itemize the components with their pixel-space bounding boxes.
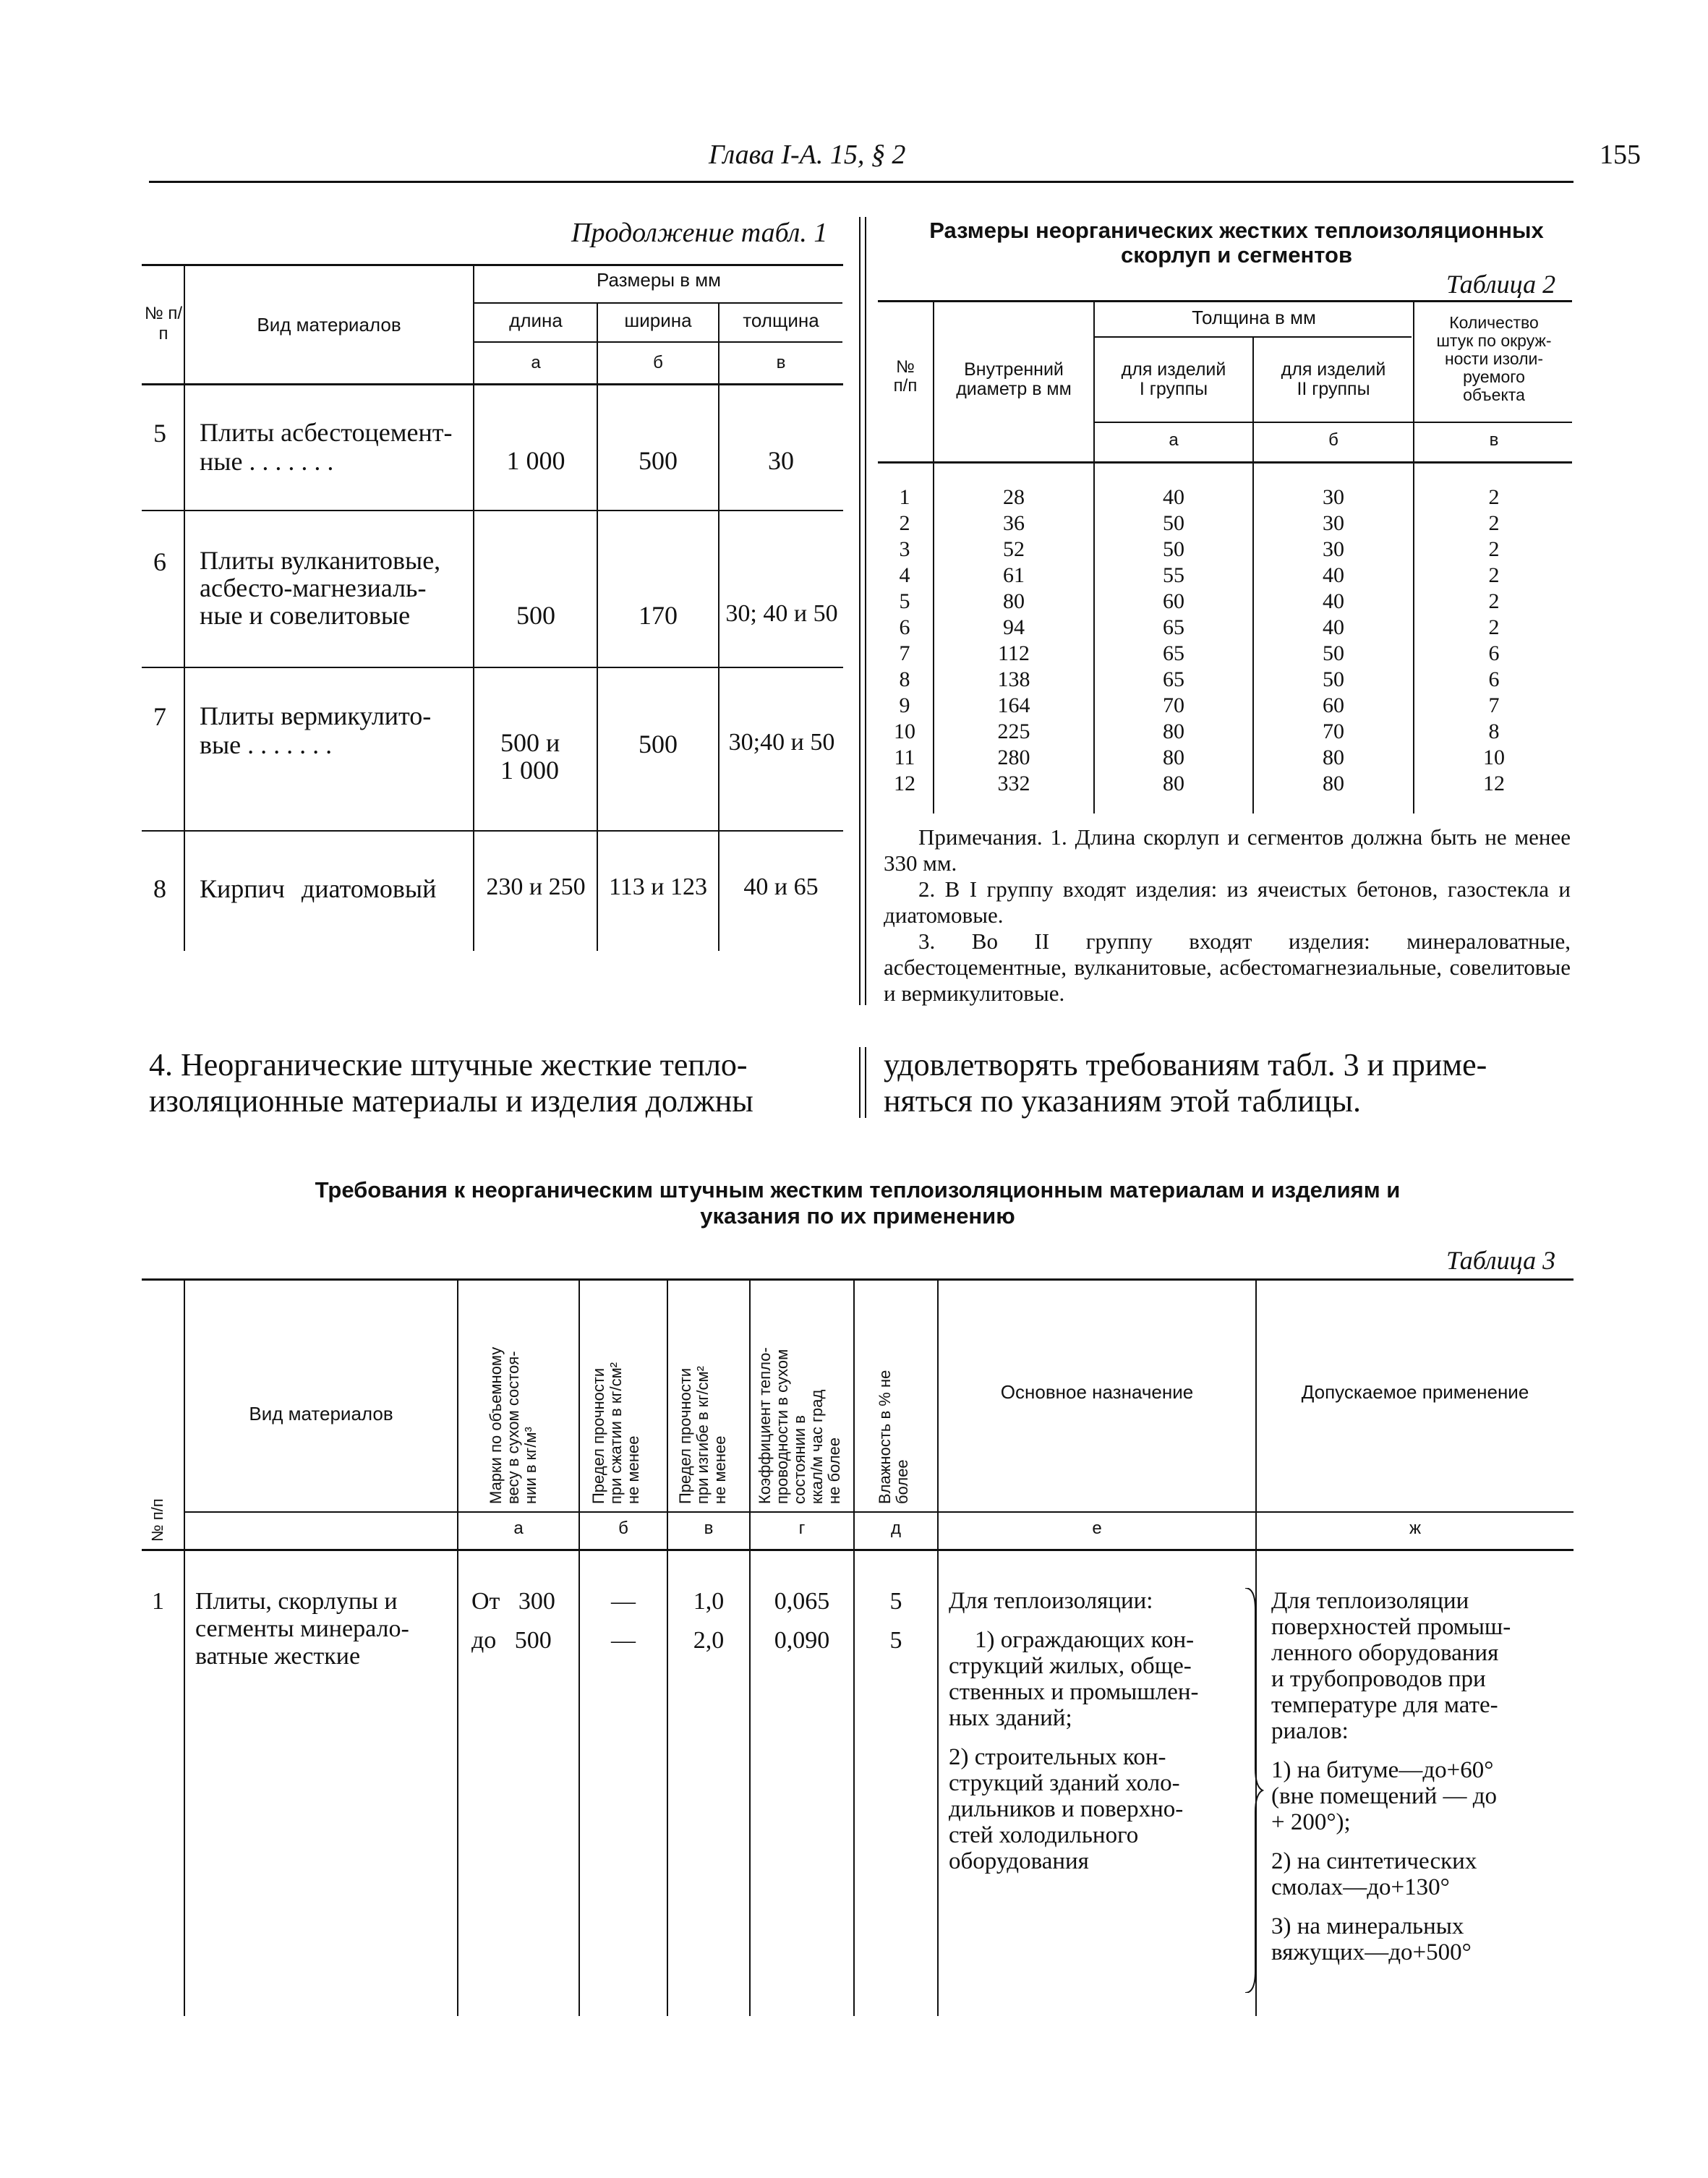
table1-letter-b: б [653,353,663,372]
table3-col-e: Основное назначение [1000,1381,1194,1403]
table1-row-8-width: 113 и 123 [609,874,707,900]
table2-diameter-9: 164 [997,693,1030,717]
table2-diameter-4: 61 [1003,563,1025,587]
table2-diameter-1: 28 [1003,485,1025,509]
table2-diameter-12: 332 [997,772,1030,795]
table2-no-11: 11 [894,746,915,769]
table1-row-5-thickness: 30 [768,446,794,475]
table1-row-7-material: Плиты вермикулито- вые . . . . . . . [200,701,432,759]
table2-label: Таблица 2 [1446,270,1556,299]
table2-group1-5: 60 [1163,589,1184,613]
table2-count-4: 2 [1488,563,1500,587]
table1-row-6-no: 6 [153,547,166,576]
table1-row-7-width: 500 [639,730,678,759]
table2-col-values-no [879,484,930,797]
table2-no-9: 9 [899,693,910,717]
table3-letter-e: е [1092,1519,1102,1538]
table3-letter-zh: ж [1409,1519,1422,1538]
column-divider [859,217,861,1005]
table2-group2-6: 40 [1323,615,1344,639]
table1-col-material: Вид материалов [257,314,401,336]
table3-col-a: Марки по объемному весу в сухом состоя- нии в кг/м³ [487,1346,539,1504]
table2-col-values-group1 [1095,484,1252,797]
table2-group2-9: 60 [1323,693,1344,717]
table2-no-3: 3 [899,537,910,561]
table3-row-no: 1 [152,1588,164,1615]
table2-no-10: 10 [894,719,915,743]
table2-note-2: 2. В I группу входят изделия: из ячеистых бетонов, газостекла и диатомовые. [884,876,1571,928]
table3-row-allowed-use [1271,1588,1572,1965]
table2-note-3: 3. Во II группу входят изделия: минераловатные, асбестоцементные, вулканитовые, асбестомагнезиальные, совелитовые и вермикулитовые. [884,928,1571,1006]
table3-col-v: Предел прочности при изгибе в кг/см² не менее [676,1366,729,1504]
table2-group2-2: 30 [1323,511,1344,535]
table2-col-diameter: Внутренний диаметр в мм [956,359,1072,399]
table2-group2-8: 50 [1323,667,1344,691]
table1-row-5-no: 5 [153,419,166,448]
table2-group1-2: 50 [1163,511,1184,535]
allowed-intro: Для теплоизоляции поверхностей промыш- ленного оборудования и трубопроводов при температуре для мате- риалов: [1271,1588,1511,1744]
table2-count-1: 2 [1488,485,1500,509]
table2-no-12: 12 [894,772,915,795]
table2-diameter-2: 36 [1003,511,1025,535]
table3-row-main-purpose [949,1588,1245,1874]
table3-letter-v: в [704,1519,714,1538]
table2-letter-b: б [1328,430,1338,450]
allowed-item-1: 1) на битуме—до+60° (вне помещений — до + 200°); [1271,1757,1498,1835]
table3-row-a1: От 300 [471,1588,555,1615]
table2-group2-12: 80 [1323,772,1344,795]
table2-count-9: 7 [1488,693,1500,717]
table2-diameter-10: 225 [997,719,1030,743]
table2-group2-4: 40 [1323,563,1344,587]
table1-row-8-thickness: 40 и 65 [743,874,819,900]
table1-row-6-material: Плиты вулканитовые, асбесто-магнезиаль- ные и совелитовые [200,546,441,630]
table2-count-2: 2 [1488,511,1500,535]
table2-count-10: 8 [1488,719,1500,743]
table3-letter-b: б [618,1519,628,1538]
table3-row-g2: 0,090 [774,1627,830,1654]
table3-col-zh: Допускаемое применение [1301,1381,1529,1403]
table2-count-11: 10 [1483,746,1505,769]
table1-col-length: длина [509,309,563,331]
table1-row-5-length: 1 000 [506,446,565,475]
table2-notes [884,824,1571,1007]
table2-diameter-5: 80 [1003,589,1025,613]
table2-count-8: 6 [1488,667,1500,691]
table3-row-a2: до 500 [471,1627,552,1654]
table2-count-6: 2 [1488,615,1500,639]
table2-diameter-8: 138 [997,667,1030,691]
table2-group1-9: 70 [1163,693,1184,717]
table2-group1-12: 80 [1163,772,1184,795]
table1-row-6-length: 500 [516,601,555,630]
table2-group2-11: 80 [1323,746,1344,769]
table3-row-b1: — [611,1588,636,1615]
table2-group1-4: 55 [1163,563,1184,587]
table2-no-7: 7 [899,641,910,665]
chapter-title: Глава I-А. 15, § 2 [709,140,906,170]
page-number: 155 [1600,140,1641,170]
table1-letter-v: в [776,353,786,372]
table3-label: Таблица 3 [1446,1246,1556,1275]
table3-letter-g: г [798,1519,806,1538]
table2-no-1: 1 [899,485,910,509]
purpose-item-2: 2) строительных кон- струкций зданий холо- дильников и поверхно- стей холодильного оборудования [949,1744,1184,1874]
table2-no-5: 5 [899,589,910,613]
table2-group1-7: 65 [1163,641,1184,665]
table2-group1-10: 80 [1163,719,1184,743]
table1-row-7-length: 500 и 1 000 [500,728,560,785]
table1-row-7-thickness: 30;40 и 50 [728,729,835,756]
table2-note-1: Примечания. 1. Длина скорлуп и сегментов должна быть не менее 330 мм. [884,824,1571,876]
table2-col-values-diameter [934,484,1093,797]
table2-no-2: 2 [899,511,910,535]
allowed-item-2: 2) на синтетических смолах—до+130° [1271,1848,1477,1900]
table3-letter-a: а [513,1519,524,1538]
table3-row-b2: — [611,1627,636,1654]
table2-diameter-6: 94 [1003,615,1025,639]
table2-group1-1: 40 [1163,485,1184,509]
table3-title: Требования к неорганическим штучным жестким теплоизоляционным материалам и изделиям и указания по их применению [315,1177,1401,1229]
table2-group1-3: 50 [1163,537,1184,561]
table2-group1-11: 80 [1163,746,1184,769]
table2-group2-5: 40 [1323,589,1344,613]
table3-row-g1: 0,065 [774,1588,830,1615]
table1-row-6-width: 170 [639,601,678,630]
table2-group2-3: 30 [1323,537,1344,561]
table3-row-d1: 5 [889,1588,902,1615]
table1-row-8-length: 230 и 250 [486,874,586,900]
table1-col-thickness: толщина [743,309,819,331]
table3-row-d2: 5 [889,1627,902,1654]
table2-col-group2: для изделий II группы [1281,359,1386,399]
table2-letter-v: в [1489,430,1499,450]
table3-letter-d: д [890,1519,901,1538]
table3-col-b: Предел прочности при сжатии в кг/см² не менее [589,1362,642,1504]
table2-diameter-3: 52 [1003,537,1025,561]
table1-col-no: № п/п [144,304,183,343]
table1-col-width: ширина [624,309,692,331]
table2-no-8: 8 [899,667,910,691]
table1-row-7-no: 7 [153,702,166,731]
table2-diameter-11: 280 [997,746,1030,769]
paragraph-left: 4. Неорганические штучные жесткие тепло- изоляционные материалы и изделия должны [149,1047,753,1119]
header-rule [149,181,1574,183]
table1-row-6-thickness: 30; 40 и 50 [725,600,838,627]
table2-count-12: 12 [1483,772,1505,795]
table2-count-5: 2 [1488,589,1500,613]
table2-group2-1: 30 [1323,485,1344,509]
paragraph-right: удовлетворять требованиям табл. 3 и приме- няться по указаниям этой таблицы. [884,1047,1487,1119]
table2-col-count: Количество штук по окруж- ности изоли- руемого объекта [1436,313,1552,404]
table3-row-v1: 1,0 [693,1588,725,1615]
table2-letter-a: а [1169,430,1179,450]
table2-no-4: 4 [899,563,910,587]
table2-col-values-group2 [1254,484,1413,797]
purpose-intro: Для теплоизоляции: [949,1588,1153,1614]
table2-group2-7: 50 [1323,641,1344,665]
table1-letter-a: а [531,353,541,372]
table3-col-g: Коэффициент тепло- проводности в сухом состоянии в ккал/м час град не более [756,1347,843,1504]
table2-group1-6: 65 [1163,615,1184,639]
table2-col-thickness: Толщина в мм [1192,307,1316,328]
table1-row-5-width: 500 [639,446,678,475]
table2-count-3: 2 [1488,537,1500,561]
table2-diameter-7: 112 [998,641,1030,665]
table2-no-6: 6 [899,615,910,639]
table1-row-5-material: Плиты асбестоцемент- ные . . . . . . . [200,418,453,476]
brace-icon [1242,1588,1264,1993]
purpose-item-1: 1) ограждающих кон- струкций жилых, обще- ственных и промышлен- ных зданий; [949,1627,1199,1731]
table1-col-sizes: Размеры в мм [596,269,722,291]
table2-col-values-count [1414,484,1574,797]
table2-group1-8: 65 [1163,667,1184,691]
table2-group2-10: 70 [1323,719,1344,743]
table1-row-8-no: 8 [153,874,166,903]
table3-col-d: Влажность в % не более [876,1370,911,1504]
table2-count-7: 6 [1488,641,1500,665]
table3-row-v2: 2,0 [693,1627,725,1654]
table2-col-no: № п/п [893,357,918,396]
table3-row-material: Плиты, скорлупы и сегменты минерало- ватные жесткие [195,1588,409,1670]
table1-caption: Продолжение табл. 1 [571,218,828,248]
table1-row-8-material: Кирпич диатомовый [200,874,437,903]
table2-title: Размеры неорганических жестких теплоизоляционных скорлуп и сегментов [929,218,1544,268]
table2-col-group1: для изделий I группы [1121,359,1226,399]
table3-col-no: № п/п [148,1498,166,1542]
allowed-item-3: 3) на минеральных вяжущих—до+500° [1271,1913,1472,1965]
table3-col-material: Вид материалов [249,1403,393,1425]
